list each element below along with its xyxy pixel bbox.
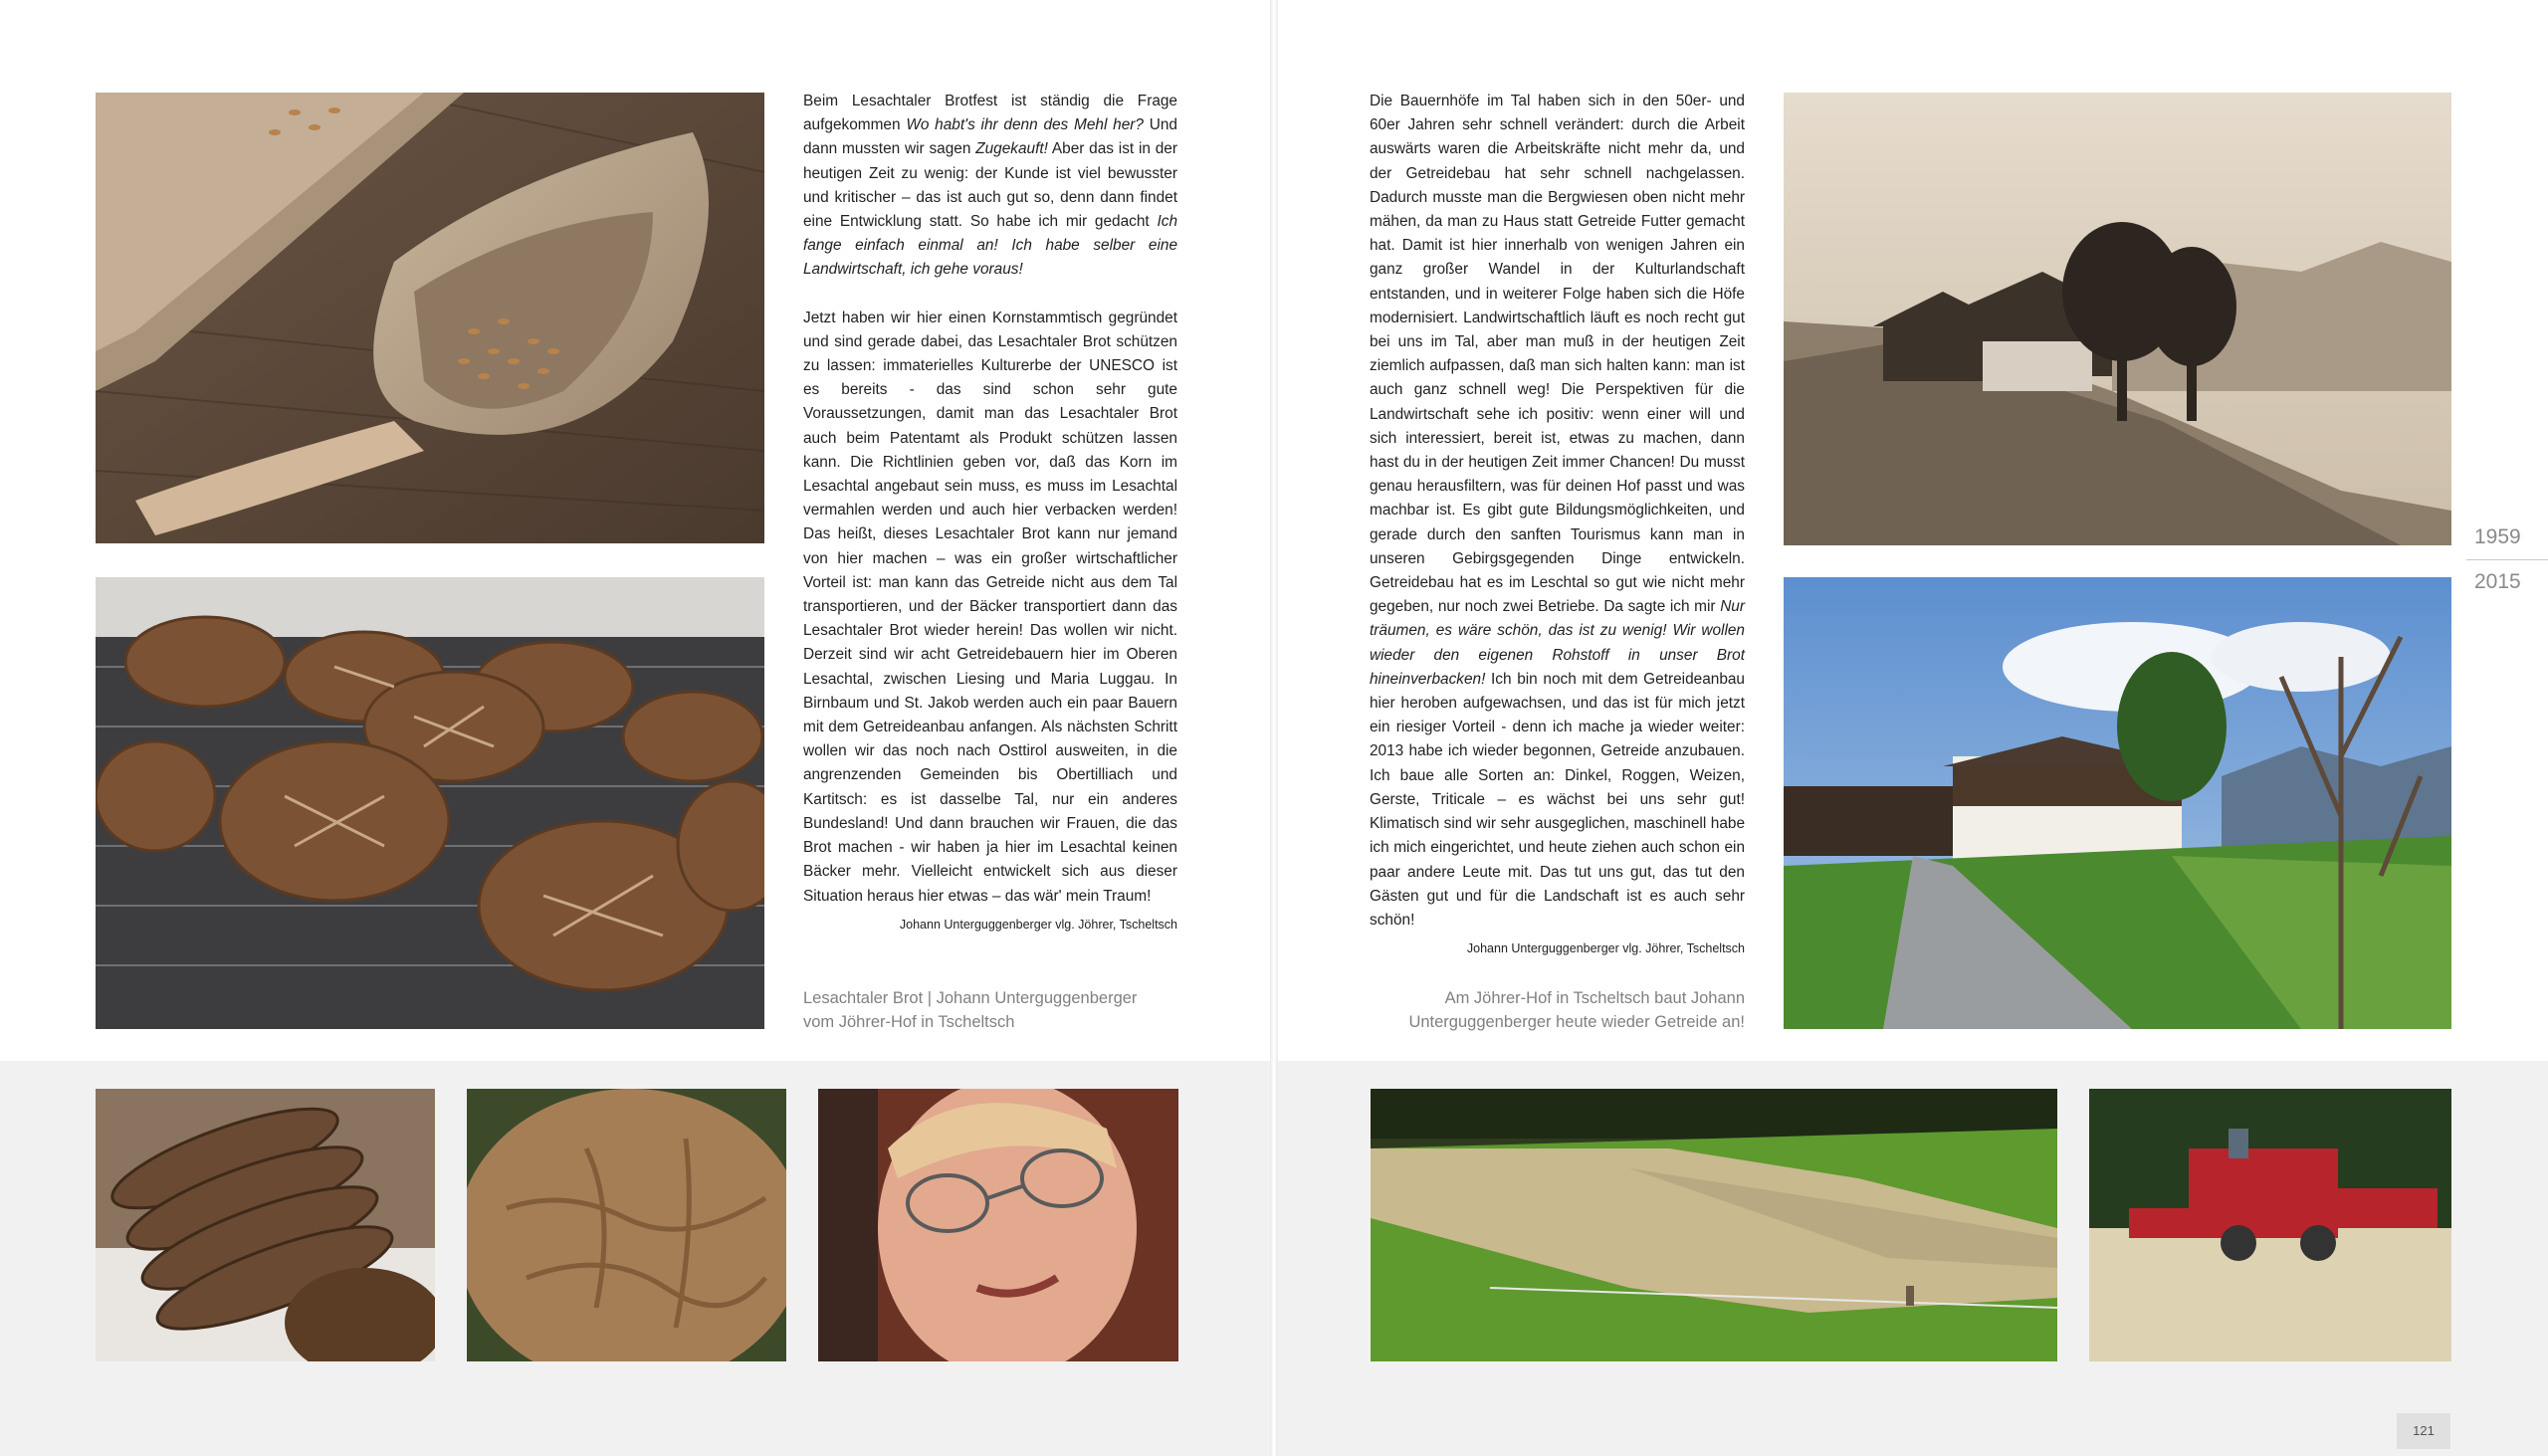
photo-grain-scoop [96,93,764,543]
photo-grain-field [1371,1089,2057,1361]
photo-portrait-johann [818,1089,1178,1361]
photo-bread-loaves-rack [96,577,764,1029]
left-paragraph-2: Jetzt haben wir hier einen Kornstammtisch gegründet und sind gerade dabei, das Lesachtaler Brot schützen zu lassen: immaterielles Kulturerbe der UNESCO ist es bereits - das sind schon sehr gute Voraussetzungen, damit man das Lesachtaler Brot auch beim Patentamt als Produkt schützen lassen kann. Die Richtlinien geben vor, daß das Korn im Lesachtal angebaut sein muss, es muss im Lesachtal vermahlen werden und auch hier verbacken werden! Das heißt, dieses Lesachtaler Brot kann nur jemand von hier machen – was ein großer wirtschaftlicher Vorteil ist: man kann das Getreide nicht aus dem Tal transportieren, und der Bäcker transportiert dann das Lesachtaler Brot wieder herein! Das wollen wir nicht. Derzeit sind wir acht Getreidebauern hier im Oberen Lesachtal, zwischen Liesing und Maria Luggau. In Birnbaum und St. Jakob werden auch ein paar Bauern mit dem Getreideanbau anfangen. Als nächsten Schritt wollen wir das noch nach Osttirol ausweiten, in die angrenzenden Gemeinden bis Obertilliach und Kartitsch: es ist dasselbe Tal, nur ein anderes Bundesland! Und dann brauchen wir Frauen, die das Brot machen - wir haben ja hier im Lesachtal keinen Bäcker mehr. Vielleicht entwickelt sich aus dieser Situation heraus hier etwas – das wär' mein Traum! [803,309,1177,905]
year-start: 1959 [2474,525,2521,548]
right-caption: Am Jöhrer-Hof in Tscheltsch baut Johann Unterguggenberger heute wieder Getreide an! [1408,989,1745,1031]
year-divider [2466,559,2548,560]
left-caption: Lesachtaler Brot | Johann Unterguggenberger vom Jöhrer-Hof in Tscheltsch [803,989,1138,1031]
year-end: 2015 [2474,570,2521,593]
photo-bread-crust-closeup [467,1089,786,1361]
right-text-column [1370,90,1745,960]
photo-harvester [2089,1089,2451,1361]
book-gutter [1270,0,1278,1456]
photo-modern-farm-road [1784,577,2451,1029]
year-range [2466,520,2548,600]
photo-sliced-bread [96,1089,435,1361]
right-signature: Johann Unterguggenberger vlg. Jöhrer, Tscheltsch [1466,941,1745,956]
photo-historic-farm [1784,93,2451,545]
left-paragraph-1: Beim Lesachtaler Brotfest ist ständig die Frage aufgekommen Wo habt's ihr denn des Mehl her? Und dann mussten wir sagen Zugekauft! Aber das ist in der heutigen Zeit zu wenig: der Kunde ist viel bewusster und kritischer – das ist auch gut so, denn dann findet eine Entwicklung statt. So habe ich mir gedacht Ich fange einfach einmal an! Ich habe selber eine Landwirtschaft, ich gehe voraus! [803,93,1177,279]
page-number: 121 [2397,1413,2450,1449]
left-signature: Johann Unterguggenberger vlg. Jöhrer, Tscheltsch [899,917,1177,932]
left-text-column [803,90,1177,936]
right-paragraph: Die Bauernhöfe im Tal haben sich in den 50er- und 60er Jahren sehr schnell verändert: durch die Arbeit auswärts waren die Arbeitskräfte nicht mehr da, und der Getreidebau hat sehr schnell nachgelassen. Dadurch musste man die Bergwiesen oben nicht mehr mähen, da man zu Haus statt Getreide Futter gemacht hat. Damit ist hier innerhalb von wenigen Jahren ein ganz großer Wandel in der Kulturlandschaft entstanden, und in weiterer Folge haben sich die Höfe modernisiert. Landwirtschaftlich läuft es noch recht gut bei uns im Tal, aber man muß in der heutigen Zeit ziemlich aufpassen, daß man sich halten kann: man ist auch ganz schnell weg! Die Perspektiven für die Landwirtschaft sehe ich positiv: wenn einer will und sich interessiert, bereit ist, etwas zu machen, dann hast du in der heutigen Zeit immer Chancen! Du musst genau herausfiltern, was für deinen Hof passt und was machbar ist. Es gibt gute Bildungsmöglichkeiten, und gerade durch den sanften Tourismus kann man in unseren Gebirgsgegenden Dinge entwickeln. Getreidebau hat es im Leschtal so gut wie nicht mehr gegeben, nur noch zwei Betriebe. Da sagte ich mir Nur träumen, es wäre schön, das ist zu wenig! Wir wollen wieder den eigenen Rohstoff in unser Brot hineinverbacken! Ich bin noch mit dem Getreideanbau hier heroben aufgewachsen, und das ist für mich jetzt ein riesiger Vorteil - denn ich mache ja wieder weiter: 2013 habe ich wieder begonnen, Getreide anzubauen. Ich baue alle Sorten an: Dinkel, Roggen, Weizen, Gerste, Triticale – es wächst bei uns sehr gut! Klimatisch sind wir sehr ausgeglichen, maschinell habe ich mich eingerichtet, und heute ziehen auch schon ein paar andere Leute mit. Das tut uns gut, das tut den Gästen gut und für die Landschaft ist es auch sehr schön! [1370,93,1745,929]
